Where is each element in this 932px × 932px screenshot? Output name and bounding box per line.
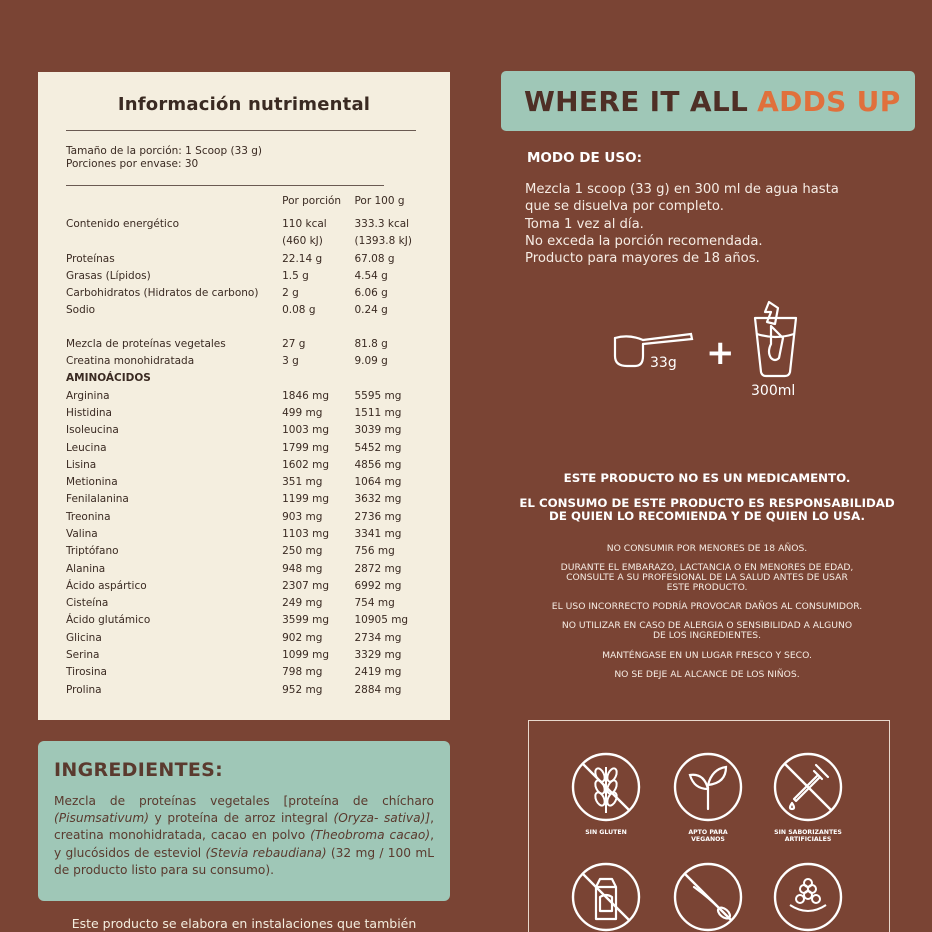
portion-size: Tamaño de la porción: 1 Scoop (33 g) <box>66 145 263 157</box>
cell-per100: 2872 mg <box>354 562 402 575</box>
plus-sign: + <box>706 333 735 373</box>
table-row <box>66 508 422 525</box>
cell-per100: 2884 mg <box>354 683 402 696</box>
nutrition-title: Información nutrimental <box>117 94 371 115</box>
cell-name: Isoleucina <box>66 424 119 437</box>
cell-name: Valina <box>66 527 98 540</box>
cell-name: Mezcla de proteínas vegetales <box>66 337 226 350</box>
usage-line: No exceda la porción recomendada. <box>525 233 763 249</box>
cell-name: Ácido glutámico <box>66 614 151 627</box>
cell-name: Grasas (Lípidos) <box>66 269 151 282</box>
slogan-banner <box>501 71 915 131</box>
cell-per100: 3632 mg <box>354 493 402 506</box>
table-row <box>66 387 422 404</box>
divider <box>66 185 384 186</box>
ingredients-text: Mezcla de proteínas vegetales [proteína de chícharo (Pisumsativum) y proteína de arroz integral (Oryza- sativa)], creatina monohidratada, cacao en polvo (Theobroma cacao), y glucósidos de esteviol (Stevia rebaudiana) (32 mg / 100 mL de producto listo para su consumo). <box>54 794 434 877</box>
cell-per100: 9.09 g <box>354 355 388 368</box>
badge-gluten-free <box>556 751 656 836</box>
portion-info <box>66 145 422 171</box>
cell-portion: 250 mg <box>282 545 323 558</box>
cell-name: Proteínas <box>66 252 115 265</box>
ingredients-panel <box>38 741 450 901</box>
cell-per100: 1064 mg <box>354 476 402 489</box>
warning-item: NO CONSUMIR POR MENORES DE 18 AÑOS. <box>606 543 808 554</box>
cell-name: Carbohidratos (Hidratos de carbono) <box>66 287 259 300</box>
badge-vegan <box>658 751 758 843</box>
table-row <box>66 525 422 542</box>
table-row <box>66 233 422 250</box>
water-label: 300ml <box>751 383 796 399</box>
table-row <box>66 302 422 319</box>
cell-per100: 3341 mg <box>354 527 402 540</box>
usage-line: Toma 1 vez al día. <box>525 216 644 232</box>
badge-sugar-free <box>658 861 758 932</box>
usage-title: MODO DE USO: <box>527 150 642 166</box>
cell-name: Arginina <box>66 389 110 402</box>
responsibility-warning: EL CONSUMO DE ESTE PRODUCTO ES RESPONSABILIDAD DE QUIEN LO RECOMIENDA Y DE QUIEN LO USA. <box>519 496 895 523</box>
warning-item: NO UTILIZAR EN CASO DE ALERGIA O SENSIBILIDAD A ALGUNO DE LOS INGREDIENTES. <box>561 620 853 642</box>
cell-per100: 4856 mg <box>354 458 402 471</box>
water-glass-icon <box>755 302 796 376</box>
cell-name: Sodio <box>66 304 96 317</box>
column-header-portion: Por porción <box>282 194 342 207</box>
cell-name: Leucina <box>66 441 107 454</box>
table-row <box>66 664 422 681</box>
table-row <box>66 352 422 369</box>
cell-portion: 1799 mg <box>282 441 330 454</box>
table-row <box>66 250 422 267</box>
cell-per100: 6.06 g <box>354 287 388 300</box>
usage-illustration <box>605 296 805 406</box>
table-row <box>66 560 422 577</box>
cell-per100: 756 mg <box>354 545 395 558</box>
usage-line: que se disuelva por completo. <box>525 199 724 215</box>
cell-name: Metionina <box>66 476 118 489</box>
cell-name: Creatina monohidratada <box>66 355 195 368</box>
cell-name: Glicina <box>66 631 102 644</box>
badges-box <box>528 720 890 932</box>
cell-name: Lisina <box>66 458 97 471</box>
cell-portion: 2 g <box>282 287 299 300</box>
cell-portion: 1602 mg <box>282 458 330 471</box>
portions-per-container: Porciones por envase: 30 <box>66 158 199 170</box>
cell-per100: 2734 mg <box>354 631 402 644</box>
table-row <box>66 456 422 473</box>
cell-portion: 2307 mg <box>282 579 330 592</box>
warning-item: MANTÉNGASE EN UN LUGAR FRESCO Y SECO. <box>602 649 812 661</box>
cell-portion: 798 mg <box>282 666 323 679</box>
scoop-label: 33g <box>650 355 677 371</box>
cell-name: Prolina <box>66 683 102 696</box>
cell-per100: 3329 mg <box>354 649 402 662</box>
warning-item: DURANTE EL EMBARAZO, LACTANCIA O EN MENORES DE EDAD, CONSULTE A SU PROFESIONAL DE LA SALUD ANTES DE USAR ESTE PRODUCTO. <box>560 562 854 593</box>
ingredients-title: INGREDIENTES: <box>54 759 224 781</box>
cell-portion: 1846 mg <box>282 389 330 402</box>
cell-portion: 1.5 g <box>282 269 309 282</box>
badge-no-artificial-flavors <box>758 751 858 843</box>
table-row <box>66 612 422 629</box>
badge-label: SIN GLUTEN <box>585 829 627 836</box>
cell-per100: 2736 mg <box>354 510 402 523</box>
table-row <box>66 404 422 421</box>
slogan-part-1: WHERE IT ALL <box>524 84 749 118</box>
cell-portion: 902 mg <box>282 631 323 644</box>
table-row <box>66 335 422 352</box>
table-row <box>66 215 422 232</box>
cell-portion: 499 mg <box>282 406 323 419</box>
cell-name: Histidina <box>66 406 112 419</box>
cell-name: Fenilalanina <box>66 493 129 506</box>
table-row <box>66 543 422 560</box>
table-row <box>66 267 422 284</box>
cell-name: Contenido energético <box>66 217 180 230</box>
cell-per100: 1511 mg <box>354 406 402 419</box>
cell-portion: 952 mg <box>282 683 323 696</box>
cell-portion: 1099 mg <box>282 649 330 662</box>
cell-per100: 4.54 g <box>354 269 388 282</box>
cell-portion: 27 g <box>282 337 306 350</box>
cell-per100: 754 mg <box>354 597 395 610</box>
table-row <box>66 629 422 646</box>
cell-per100: 5452 mg <box>354 441 402 454</box>
cell-portion: 1199 mg <box>282 493 330 506</box>
badge-nut-free <box>758 861 858 932</box>
gluten-free-icon <box>570 751 642 823</box>
badge-label: APTO PARA VEGANOS <box>688 829 728 844</box>
badge-label: SIN SABORIZANTES ARTIFICIALES <box>774 829 842 844</box>
cell-name: Triptófano <box>66 545 119 558</box>
cell-portion: 22.14 g <box>282 252 323 265</box>
nut-free-icon <box>772 861 844 932</box>
usage-line: Producto para mayores de 18 años. <box>525 251 760 267</box>
cell-portion: 0.08 g <box>282 304 316 317</box>
cell-name: Serina <box>66 649 100 662</box>
table-row <box>66 681 422 698</box>
cell-name: Tirosina <box>66 666 107 679</box>
nutrition-table <box>66 192 422 698</box>
cell-portion: 249 mg <box>282 597 323 610</box>
not-medicine-warning: ESTE PRODUCTO NO ES UN MEDICAMENTO. <box>563 471 851 485</box>
no-artificial-flavor-icon <box>772 751 844 823</box>
cell-portion: 1003 mg <box>282 424 330 437</box>
cell-per100: 3039 mg <box>354 424 402 437</box>
table-row <box>66 595 422 612</box>
warning-item: NO SE DEJE AL ALCANCE DE LOS NIÑOS. <box>614 668 800 680</box>
cell-per100: 10905 mg <box>354 614 409 627</box>
table-row <box>66 284 422 301</box>
cell-portion: 3 g <box>282 355 299 368</box>
cell-per100: 2419 mg <box>354 666 402 679</box>
cell-per100: 67.08 g <box>354 252 395 265</box>
cell-name: Alanina <box>66 562 106 575</box>
cell-per100: 0.24 g <box>354 304 388 317</box>
table-row <box>66 577 422 594</box>
column-header-100g: Por 100 g <box>354 194 405 207</box>
slogan-part-2: ADDS UP <box>757 84 901 118</box>
cell-portion: 351 mg <box>282 476 323 489</box>
nutrition-facts-panel <box>38 72 450 720</box>
dairy-free-icon <box>570 861 642 932</box>
cell-portion: 3599 mg <box>282 614 330 627</box>
cell-portion: 903 mg <box>282 510 323 523</box>
divider <box>66 130 416 131</box>
table-row <box>66 422 422 439</box>
vegan-sprout-icon <box>672 751 744 823</box>
usage-line: Mezcla 1 scoop (33 g) en 300 ml de agua hasta <box>525 182 839 197</box>
facility-notice: Este producto se elabora en instalaciones que también <box>71 916 417 931</box>
table-row <box>66 491 422 508</box>
amino-acids-heading: AMINOÁCIDOS <box>66 372 151 385</box>
cell-per100: 5595 mg <box>354 389 402 402</box>
cell-portion: (460 kJ) <box>282 235 323 248</box>
cell-name: Cisteína <box>66 597 109 610</box>
cell-per100: (1393.8 kJ) <box>354 235 412 248</box>
cell-portion: 948 mg <box>282 562 323 575</box>
table-row <box>66 646 422 663</box>
table-row <box>66 473 422 490</box>
table-header <box>66 192 422 209</box>
cell-name: Treonina <box>66 510 111 523</box>
cell-per100: 333.3 kcal <box>354 217 410 230</box>
cell-per100: 81.8 g <box>354 337 388 350</box>
usage-instructions <box>525 181 895 267</box>
badge-dairy-free <box>556 861 656 932</box>
cell-portion: 110 kcal <box>282 217 327 230</box>
sugar-free-icon <box>672 861 744 932</box>
warnings-list <box>515 544 899 689</box>
cell-portion: 1103 mg <box>282 527 330 540</box>
warning-item: EL USO INCORRECTO PODRÍA PROVOCAR DAÑOS AL CONSUMIDOR. <box>551 601 863 613</box>
table-row <box>66 439 422 456</box>
cell-name: Ácido aspártico <box>66 579 147 592</box>
cell-per100: 6992 mg <box>354 579 402 592</box>
